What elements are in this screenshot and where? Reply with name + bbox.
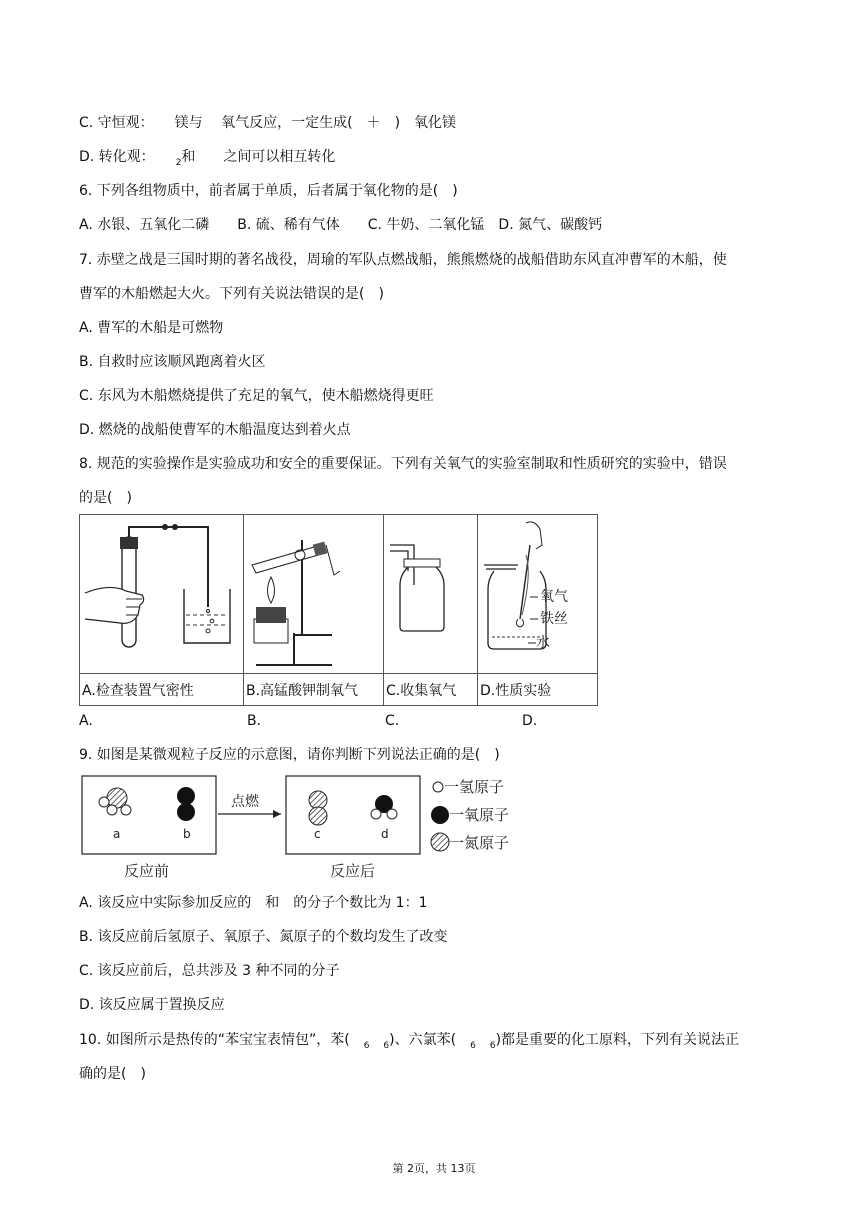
diagram-label-oxygen: 氧气 (540, 589, 568, 605)
question-9-option-c: C. 该反应前后，总共涉及 3 种不同的分子 (79, 963, 340, 979)
label-before: 反应前 (124, 862, 170, 880)
question-7-option-b: B. 自救时应该顺风跑离着火区 (79, 354, 266, 370)
question-8-option-c: C. (385, 713, 400, 729)
question-9-option-b: B. 该反应前后氢原子、氧原子、氮原子的个数均发生了改变 (79, 929, 448, 945)
caption-c: C.收集氧气 (384, 674, 478, 706)
question-8-option-a: A. (79, 713, 93, 729)
question-7-option-c: C. 东风为木船燃烧提供了充足的氧气，使木船燃烧得更旺 (79, 388, 434, 404)
question-9-option-d: D. 该反应属于置换反应 (79, 997, 225, 1013)
reaction-diagram (79, 774, 519, 884)
molecule-b-oxygen-atom-2 (177, 803, 195, 821)
question-9: 9. 如图是某微观粒子反应的示意图，请你判断下列说法正确的是( ) (79, 747, 500, 763)
diagram-label-iron-wire: 铁丝 (540, 611, 568, 627)
experiment-a-image (80, 515, 244, 674)
molecule-b-oxygen-atom-1 (177, 787, 195, 805)
question-6: 6. 下列各组物质中，前者属于单质，后者属于氧化物的是( ) (79, 183, 458, 199)
molecule-c-label: c (314, 827, 321, 841)
caption-a: A.检查装置气密性 (80, 674, 244, 706)
question-9-option-a: A. 该反应中实际参加反应的 和 的分子个数比为 1：1 (79, 895, 428, 911)
question-10-line1: 10. 如图所示是热传的“苯宝宝表情包”，苯( $_6$ $_6$)、六氯苯( $_6$ $_6$)都是重要的化工原料，下列有关说法正 (79, 1032, 740, 1051)
legend-oxygen: 一氧原子 (449, 806, 510, 824)
molecule-a-label: a (113, 827, 121, 841)
page-footer: 第 2页，共 13页 (392, 1162, 476, 1175)
question-7-line1: 7. 赤壁之战是三国时期的著名战役，周瑜的军队点燃战船，熊熊燃烧的战船借助东风直冲曹军的木船，使 (79, 252, 727, 268)
question-8-option-d: D. (522, 713, 538, 729)
caption-d: D.性质实验 (478, 674, 598, 706)
caption-b: B.高锰酸钾制氧气 (244, 674, 384, 706)
legend-hydrogen: 一氢原子 (444, 778, 505, 796)
experiment-b-image (244, 515, 384, 674)
arrow-label-ignite: 点燃 (231, 794, 259, 810)
question-8-line1: 8. 规范的实验操作是实验成功和安全的重要保证。下列有关氧气的实验室制取和性质研究的实验中，错误 (79, 456, 727, 472)
molecule-d-label: d (381, 827, 389, 841)
experiment-table (79, 514, 598, 706)
question-6-options: A. 水银、五氧化二磷 B. 硫、稀有气体 C. 牛奶、二氧化锰 D. 氮气、碳酸钙 (79, 217, 603, 233)
question-8-option-b: B. (247, 713, 262, 729)
legend-nitrogen-icon (431, 833, 449, 851)
question-10-line2: 确的是( ) (79, 1066, 146, 1082)
legend-hydrogen-icon (433, 782, 443, 792)
legend-oxygen-icon (431, 806, 449, 824)
experiment-c-image (384, 515, 478, 674)
label-after: 反应后 (330, 862, 376, 880)
question-7-option-a: A. 曹军的木船是可燃物 (79, 320, 224, 336)
option-c-conservation: C. 守恒观： 镁与 氧气反应，一定生成( ＋ ) 氧化镁 (79, 115, 457, 131)
question-7-line2: 曹军的木船燃起大火。下列有关说法错误的是( ) (79, 286, 384, 302)
question-7-option-d: D. 燃烧的战船使曹军的木船温度达到着火点 (79, 422, 351, 438)
option-d-conversion: D. 转化观： $_2$和 之间可以相互转化 (79, 149, 336, 168)
experiment-d-image (478, 515, 598, 674)
question-8-line2: 的是( ) (79, 490, 132, 506)
molecule-b-label: b (183, 827, 191, 841)
diagram-label-water: 水 (536, 635, 550, 651)
legend-nitrogen: 一氮原子 (449, 834, 510, 852)
